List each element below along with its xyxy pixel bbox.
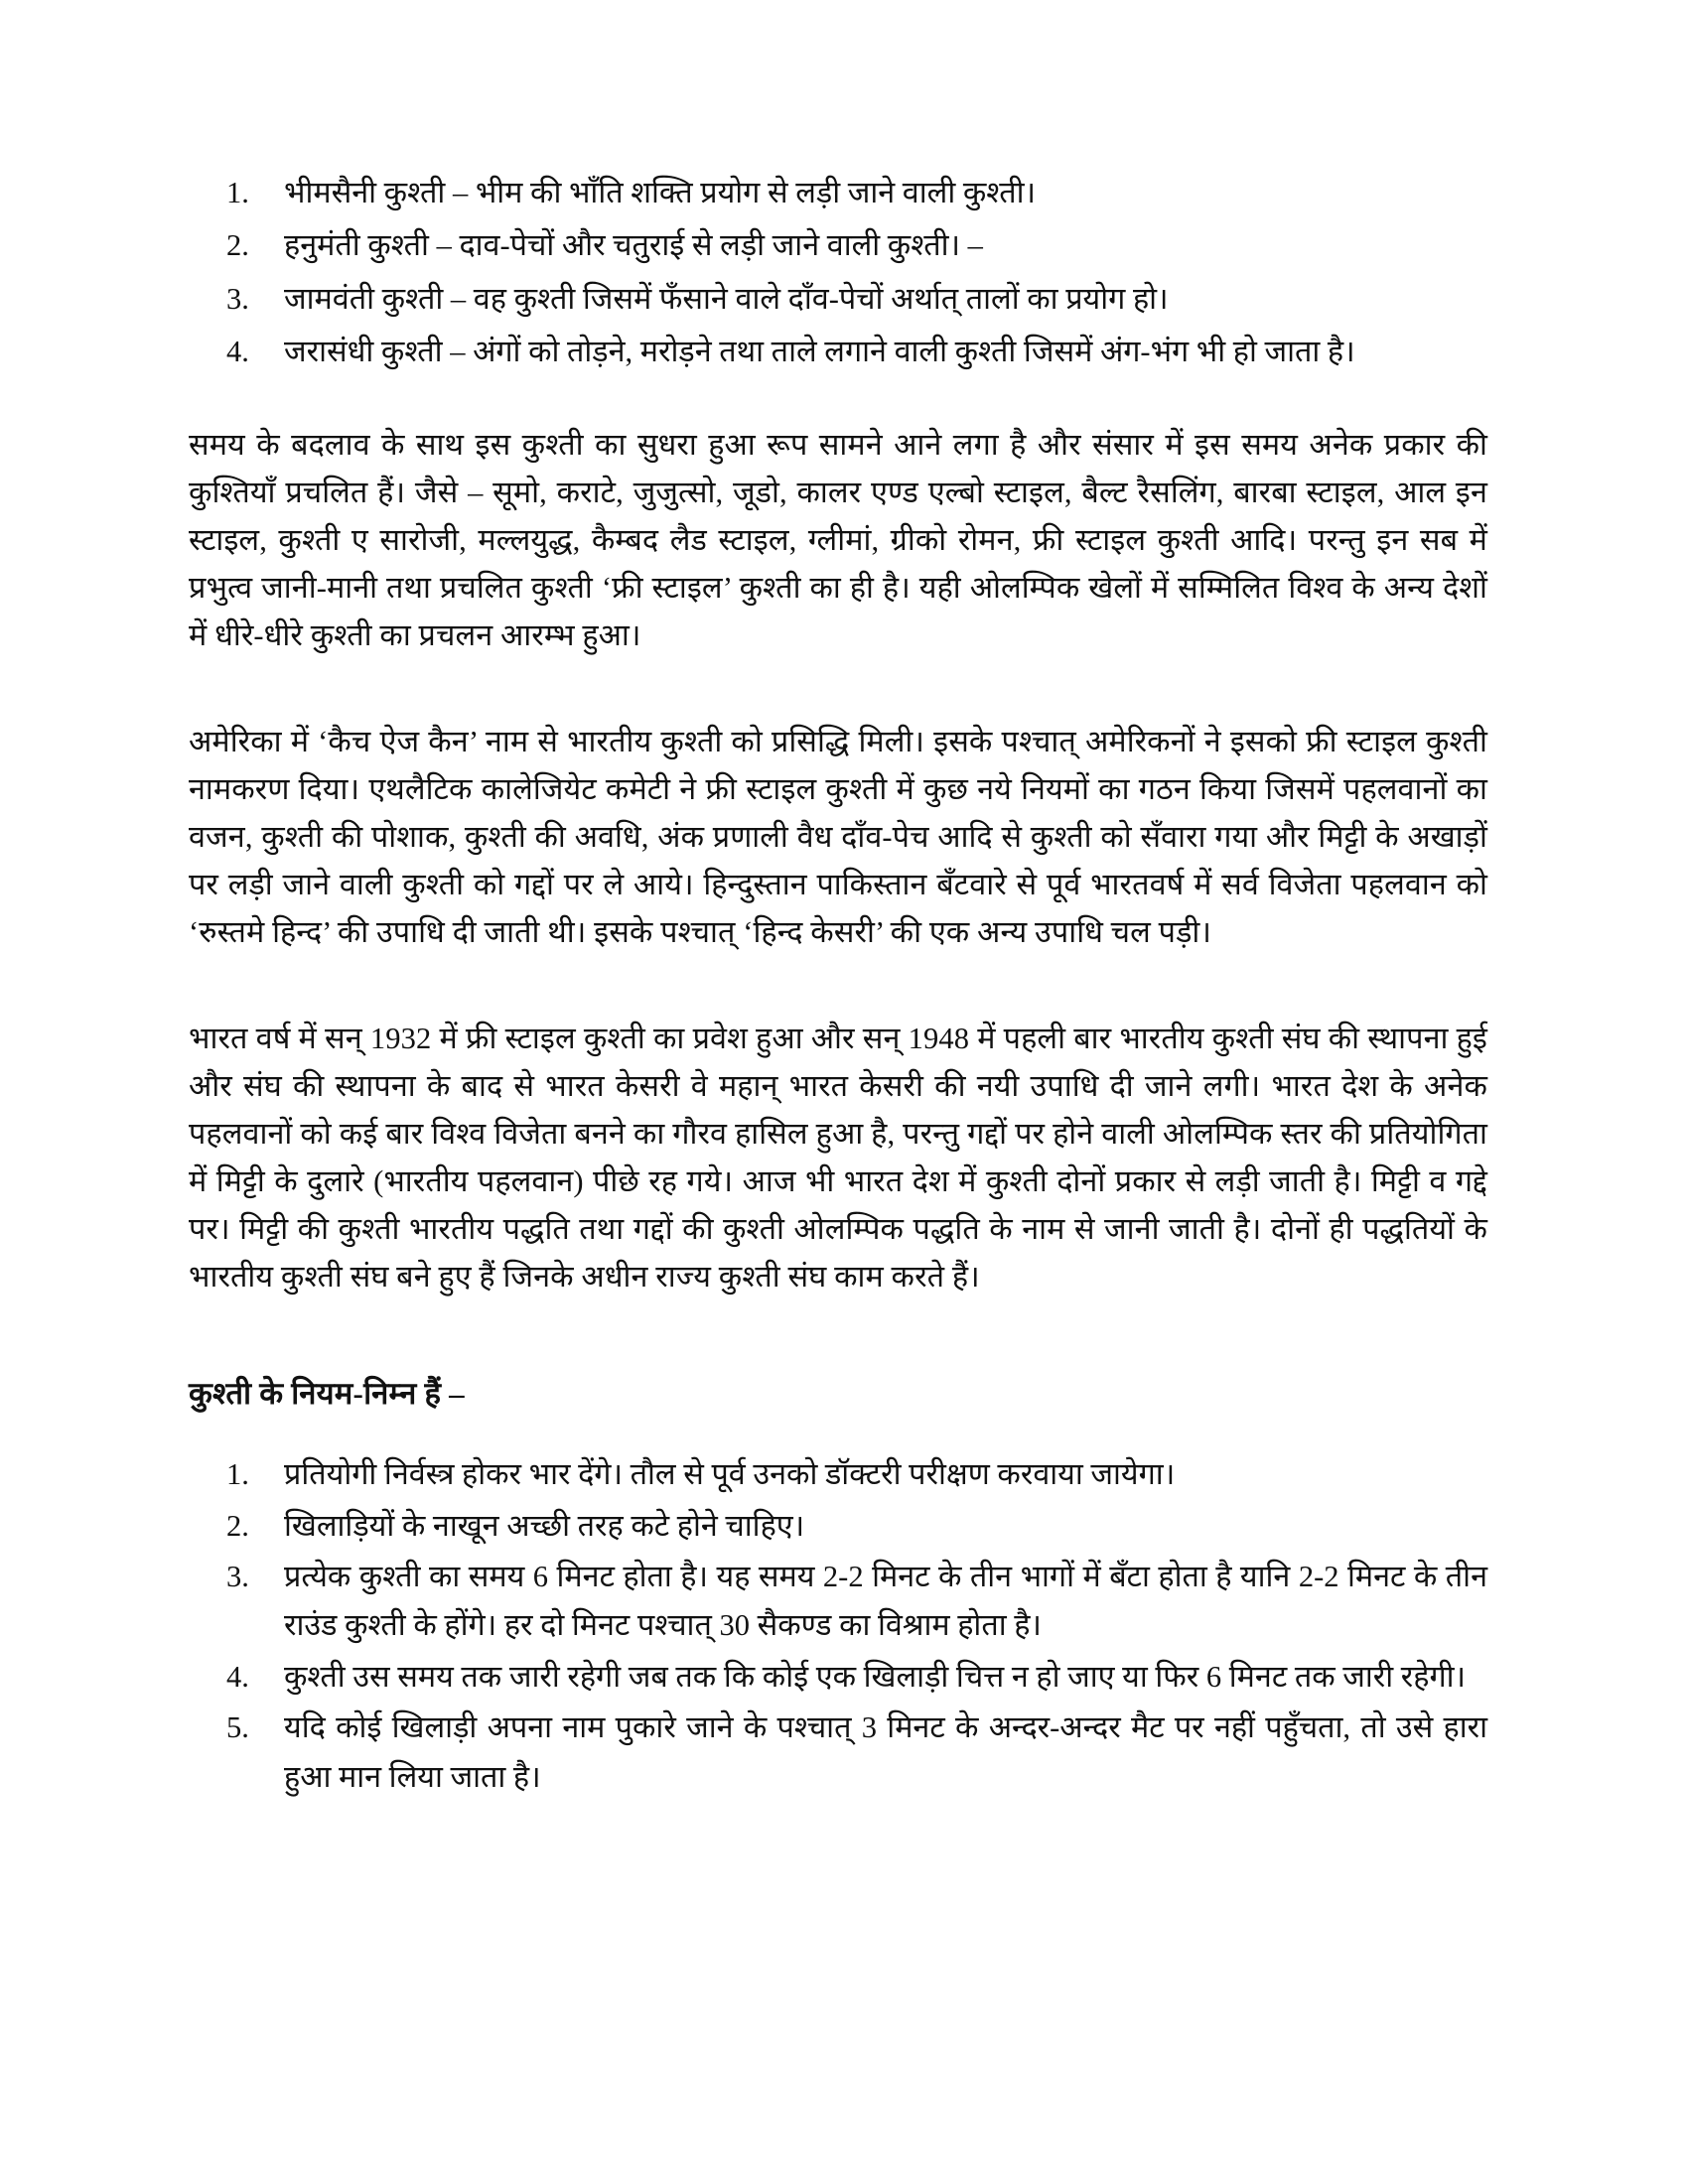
list-item: भीमसैनी कुश्ती – भीम की भाँति शक्ति प्रयोग से लड़ी जाने वाली कुश्ती। xyxy=(284,176,1037,209)
spacer xyxy=(189,377,1487,421)
spacer xyxy=(189,993,1487,1015)
list-item: खिलाड़ियों के नाखून अच्छी तरह कटे होने चाहिए। xyxy=(284,1508,805,1543)
paragraph-america-catch-as-can: अमेरिका में ‘कैच ऐज कैन’ नाम से भारतीय कुश्ती को प्रसिद्धि मिली। इसके पश्चात् अमेरिकनों ने इसको फ्री स्टाइल कुश्ती नामकरण दिया। एथलैटिक कालेजियेट कमेटी ने फ्री स्टाइल कुश्ती में कुछ नये नियमों का गठन किया जिसमें पहलवानों का वजन, कुश्ती की पोशाक, कुश्ती की अवधि, अंक प्रणाली वैध दाँव-पेच आदि से कुश्ती को सँवारा गया और मिट्टी के अखाड़ों पर लड़ी जाने वाली कुश्ती को गद्दों पर ले आये। हिन्दुस्तान पाकिस्तान बँटवारे से पूर्व भारतवर्ष में सर्व विजेता पहलवान को ‘रुस्तमे हिन्द’ की उपाधि दी जाती थी। इसके पश्चात् ‘हिन्द केसरी’ की एक अन्य उपाधि चल पड़ी। xyxy=(189,724,1487,950)
list-item: जरासंधी कुश्ती – अंगों को तोड़ने, मरोड़ने तथा ताले लगाने वाली कुश्ती जिसमें अंग-भंग भी हो जाता है। xyxy=(284,335,1355,369)
list-item: जामवंती कुश्ती – वह कुश्ती जिसमें फँसाने वाले दाँव-पेचों अर्थात् तालों का प्रयोग हो। xyxy=(284,281,1169,316)
rules-heading: कुश्ती के नियम-निम्न हैं – xyxy=(189,1375,465,1411)
list-item: यदि कोई खिलाड़ी अपना नाम पुकारे जाने के पश्चात् 3 मिनट के अन्दर-अन्दर मैट पर नहीं पहुँचता, तो उसे हारा हुआ मान लिया जाता है। xyxy=(284,1710,1487,1794)
spacer xyxy=(189,1417,1487,1450)
wrestling-rules-list xyxy=(189,1450,1487,1802)
list-item: प्रत्येक कुश्ती का समय 6 मिनट होता है। यह समय 2-2 मिनट के तीन भागों में बँटा होता है यानि 2-2 मिनट के तीन राउंड कुश्ती के होंगे। हर दो मिनट पश्चात् 30 सैकण्ड का विश्राम होता है। xyxy=(284,1559,1487,1643)
spacer xyxy=(189,696,1487,718)
list-item: प्रतियोगी निर्वस्त्र होकर भार देंगे। तौल से पूर्व उनको डॉक्टरी परीक्षण करवाया जायेगा। xyxy=(284,1457,1176,1492)
list-item: कुश्ती उस समय तक जारी रहेगी जब तक कि कोई एक खिलाड़ी चित्त न हो जाए या फिर 6 मिनट तक जारी रहेगी। xyxy=(284,1659,1467,1694)
paragraph-india-1932-1948: भारत वर्ष में सन् 1932 में फ्री स्टाइल कुश्ती का प्रवेश हुआ और सन् 1948 में पहली बार भारतीय कुश्ती संघ की स्थापना हुई और संघ की स्थापना के बाद से भारत केसरी वे महान् भारत केसरी की नयी उपाधि दी जाने लगी। भारत देश के अनेक पहलवानों को कई बार विश्व विजेता बनने का गौरव हासिल हुआ है, परन्तु गद्दों पर होने वाली ओलम्पिक स्तर की प्रतियोगिता में मिट्टी के दुलारे (भारतीय पहलवान) पीछे रह गये। आज भी भारत देश में कुश्ती दोनों प्रकार से लड़ी जाती है। मिट्टी व गद्दे पर। मिट्टी की कुश्ती भारतीय पद्धति तथा गद्दों की कुश्ती ओलम्पिक पद्धति के नाम से जानी जाती है। दोनों ही पद्धतियों के भारतीय कुश्ती संघ बने हुए हैं जिनके अधीन राज्य कुश्ती संघ काम करते हैं। xyxy=(189,1021,1487,1295)
page-content xyxy=(189,169,1487,1802)
wrestling-types-list xyxy=(189,169,1487,377)
list-item: हनुमंती कुश्ती – दाव-पेचों और चतुराई से लड़ी जाने वाली कुश्ती। – xyxy=(284,228,983,263)
paragraph-evolution-of-wrestling: समय के बदलाव के साथ इस कुश्ती का सुधरा हुआ रूप सामने आने लगा है और संसार में इस समय अनेक प्रकार की कुश्तियाँ प्रचलित हैं। जैसे – सूमो, कराटे, जुजुत्सो, जूडो, कालर एण्ड एल्बो स्टाइल, बैल्ट रैसलिंग, बारबा स्टाइल, आल इन स्टाइल, कुश्ती ए सारोजी, मल्लयुद्ध, कैम्बद लैड स्टाइल, ग्लीमां, ग्रीको रोमन, फ्री स्टाइल कुश्ती आदि। परन्तु इन सब में प्रभुत्व जानी-मानी तथा प्रचलित कुश्ती ‘फ्री स्टाइल’ कुश्ती का ही है। यही ओलम्पिक खेलों में सम्मिलित विश्व के अन्य देशों में धीरे-धीरे कुश्ती का प्रचलन आरम्भ हुआ। xyxy=(189,427,1487,653)
spacer xyxy=(189,1337,1487,1371)
